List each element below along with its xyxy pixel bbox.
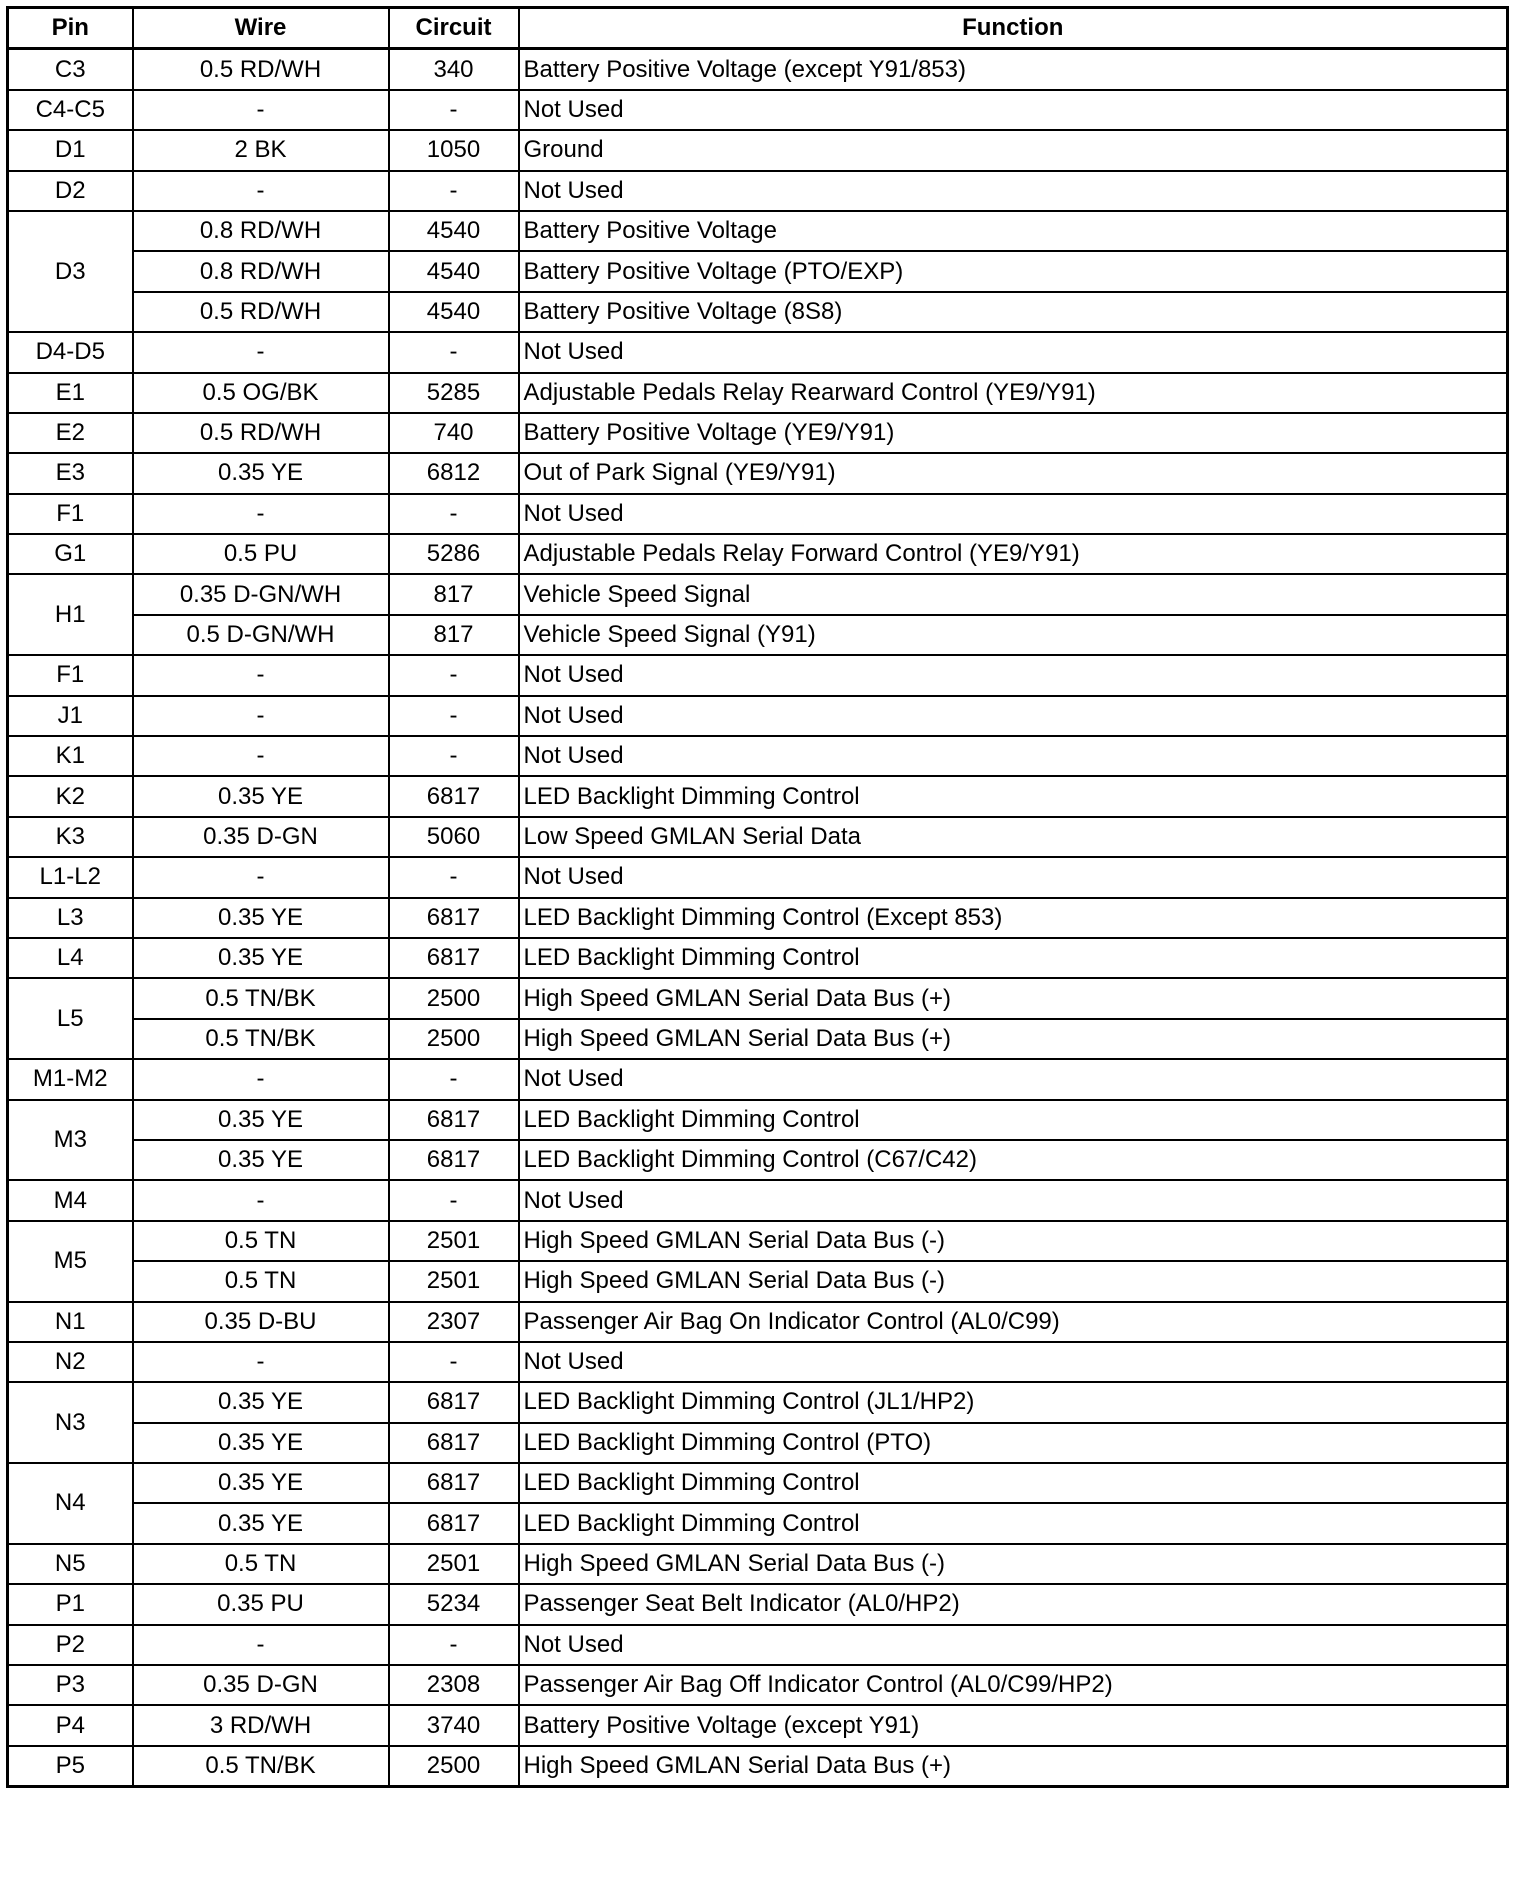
pin-cell: E3 xyxy=(8,453,133,493)
table-row xyxy=(8,1382,1508,1422)
wire-cell: 0.5 PU xyxy=(133,534,389,574)
pin-cell: M3 xyxy=(8,1100,133,1181)
function-cell: Passenger Air Bag On Indicator Control (AL0/C99) xyxy=(519,1302,1508,1342)
pin-cell: N4 xyxy=(8,1463,133,1544)
table-row xyxy=(8,898,1508,938)
circuit-cell: - xyxy=(389,655,519,695)
table-row xyxy=(8,1059,1508,1099)
pin-cell: L4 xyxy=(8,938,133,978)
wire-cell: - xyxy=(133,494,389,534)
table-row xyxy=(8,1544,1508,1584)
pin-cell: M5 xyxy=(8,1221,133,1302)
table-row xyxy=(8,1342,1508,1382)
circuit-cell: 817 xyxy=(389,615,519,655)
circuit-cell: - xyxy=(389,696,519,736)
function-cell: Battery Positive Voltage (except Y91) xyxy=(519,1705,1508,1745)
function-cell: Adjustable Pedals Relay Forward Control (YE9/Y91) xyxy=(519,534,1508,574)
pin-cell: H1 xyxy=(8,574,133,655)
table-row xyxy=(8,938,1508,978)
pin-cell: G1 xyxy=(8,534,133,574)
function-cell: LED Backlight Dimming Control xyxy=(519,1463,1508,1503)
pin-cell: M4 xyxy=(8,1180,133,1220)
function-cell: High Speed GMLAN Serial Data Bus (-) xyxy=(519,1544,1508,1584)
wire-cell: 0.35 D-BU xyxy=(133,1302,389,1342)
pin-cell: E2 xyxy=(8,413,133,453)
function-cell: LED Backlight Dimming Control xyxy=(519,776,1508,816)
circuit-cell: - xyxy=(389,332,519,372)
table-row xyxy=(8,1625,1508,1665)
table-row xyxy=(8,453,1508,493)
pin-cell: P5 xyxy=(8,1746,133,1787)
pin-cell: D3 xyxy=(8,211,133,332)
pin-cell: M1-M2 xyxy=(8,1059,133,1099)
table-row xyxy=(8,332,1508,372)
table-row xyxy=(8,574,1508,614)
function-cell: Battery Positive Voltage (YE9/Y91) xyxy=(519,413,1508,453)
function-cell: Not Used xyxy=(519,494,1508,534)
function-cell: Not Used xyxy=(519,1625,1508,1665)
table-row xyxy=(8,978,1508,1018)
circuit-cell: 5285 xyxy=(389,373,519,413)
circuit-cell: 6817 xyxy=(389,938,519,978)
wire-cell: 0.5 OG/BK xyxy=(133,373,389,413)
function-cell: Passenger Seat Belt Indicator (AL0/HP2) xyxy=(519,1584,1508,1624)
table-row xyxy=(8,1221,1508,1261)
table-row xyxy=(8,1503,1508,1543)
wire-cell: 0.5 TN/BK xyxy=(133,1019,389,1059)
wire-cell: - xyxy=(133,171,389,211)
table-body xyxy=(8,49,1508,1787)
pin-cell: F1 xyxy=(8,655,133,695)
table-row xyxy=(8,90,1508,130)
function-cell: Not Used xyxy=(519,171,1508,211)
function-cell: High Speed GMLAN Serial Data Bus (-) xyxy=(519,1261,1508,1301)
pin-cell: K1 xyxy=(8,736,133,776)
pin-cell: P2 xyxy=(8,1625,133,1665)
circuit-cell: 2307 xyxy=(389,1302,519,1342)
table-row xyxy=(8,251,1508,291)
circuit-cell: - xyxy=(389,1059,519,1099)
circuit-cell: - xyxy=(389,1342,519,1382)
circuit-cell: 6817 xyxy=(389,1100,519,1140)
circuit-cell: 2500 xyxy=(389,978,519,1018)
pin-cell: N3 xyxy=(8,1382,133,1463)
function-cell: LED Backlight Dimming Control xyxy=(519,1503,1508,1543)
wire-cell: 0.5 TN/BK xyxy=(133,1746,389,1787)
pin-cell: J1 xyxy=(8,696,133,736)
circuit-cell: - xyxy=(389,494,519,534)
function-cell: Not Used xyxy=(519,1059,1508,1099)
function-cell: Not Used xyxy=(519,655,1508,695)
wire-cell: 0.5 TN xyxy=(133,1544,389,1584)
wire-cell: 2 BK xyxy=(133,130,389,170)
circuit-cell: 2501 xyxy=(389,1544,519,1584)
circuit-cell: 2500 xyxy=(389,1019,519,1059)
wire-cell: 0.8 RD/WH xyxy=(133,251,389,291)
function-cell: Adjustable Pedals Relay Rearward Control (YE9/Y91) xyxy=(519,373,1508,413)
table-row xyxy=(8,211,1508,251)
circuit-cell: 340 xyxy=(389,49,519,90)
table-row xyxy=(8,1019,1508,1059)
wire-cell: 0.35 YE xyxy=(133,1423,389,1463)
circuit-cell: - xyxy=(389,1625,519,1665)
wire-cell: - xyxy=(133,655,389,695)
function-cell: High Speed GMLAN Serial Data Bus (+) xyxy=(519,1746,1508,1787)
table-row xyxy=(8,776,1508,816)
table-row xyxy=(8,292,1508,332)
wire-cell: 0.5 D-GN/WH xyxy=(133,615,389,655)
circuit-cell: 2500 xyxy=(389,1746,519,1787)
table-row xyxy=(8,696,1508,736)
circuit-cell: 2308 xyxy=(389,1665,519,1705)
function-cell: LED Backlight Dimming Control (Except 853) xyxy=(519,898,1508,938)
table-row xyxy=(8,494,1508,534)
function-cell: Battery Positive Voltage (PTO/EXP) xyxy=(519,251,1508,291)
table-row xyxy=(8,857,1508,897)
table-row xyxy=(8,1746,1508,1787)
pin-cell: K3 xyxy=(8,817,133,857)
function-cell: Battery Positive Voltage xyxy=(519,211,1508,251)
function-cell: High Speed GMLAN Serial Data Bus (+) xyxy=(519,1019,1508,1059)
function-cell: Vehicle Speed Signal xyxy=(519,574,1508,614)
pin-cell: F1 xyxy=(8,494,133,534)
wire-cell: - xyxy=(133,736,389,776)
function-cell: Battery Positive Voltage (8S8) xyxy=(519,292,1508,332)
pin-cell: D2 xyxy=(8,171,133,211)
wire-cell: - xyxy=(133,90,389,130)
wire-cell: 0.35 YE xyxy=(133,1382,389,1422)
pin-cell: N2 xyxy=(8,1342,133,1382)
function-cell: Not Used xyxy=(519,332,1508,372)
pin-cell: P1 xyxy=(8,1584,133,1624)
function-cell: High Speed GMLAN Serial Data Bus (-) xyxy=(519,1221,1508,1261)
function-cell: Out of Park Signal (YE9/Y91) xyxy=(519,453,1508,493)
wire-cell: 0.8 RD/WH xyxy=(133,211,389,251)
table-row xyxy=(8,1463,1508,1503)
pinout-table xyxy=(6,6,1509,1788)
pin-cell: N1 xyxy=(8,1302,133,1342)
wire-cell: 0.35 YE xyxy=(133,1100,389,1140)
circuit-cell: 6817 xyxy=(389,1140,519,1180)
circuit-cell: 2501 xyxy=(389,1261,519,1301)
circuit-cell: 6817 xyxy=(389,776,519,816)
circuit-cell: - xyxy=(389,90,519,130)
pin-cell: P4 xyxy=(8,1705,133,1745)
table-row xyxy=(8,1423,1508,1463)
wire-cell: - xyxy=(133,857,389,897)
table-row xyxy=(8,817,1508,857)
table-row xyxy=(8,1665,1508,1705)
table-row xyxy=(8,49,1508,90)
table-row xyxy=(8,615,1508,655)
circuit-cell: - xyxy=(389,857,519,897)
function-cell: Not Used xyxy=(519,696,1508,736)
table-row xyxy=(8,413,1508,453)
table-row xyxy=(8,373,1508,413)
wire-cell: 0.5 TN xyxy=(133,1221,389,1261)
wire-cell: 0.35 D-GN xyxy=(133,817,389,857)
wire-cell: - xyxy=(133,1180,389,1220)
circuit-cell: 6817 xyxy=(389,1503,519,1543)
wire-cell: 0.35 YE xyxy=(133,1140,389,1180)
header-pin: Pin xyxy=(8,8,133,49)
table-row xyxy=(8,736,1508,776)
wire-cell: - xyxy=(133,332,389,372)
function-cell: Not Used xyxy=(519,1180,1508,1220)
circuit-cell: 2501 xyxy=(389,1221,519,1261)
circuit-cell: 740 xyxy=(389,413,519,453)
function-cell: LED Backlight Dimming Control (PTO) xyxy=(519,1423,1508,1463)
function-cell: Ground xyxy=(519,130,1508,170)
wire-cell: - xyxy=(133,696,389,736)
circuit-cell: - xyxy=(389,1180,519,1220)
table-row xyxy=(8,1261,1508,1301)
pin-cell: L1-L2 xyxy=(8,857,133,897)
wire-cell: 0.35 YE xyxy=(133,776,389,816)
wire-cell: 3 RD/WH xyxy=(133,1705,389,1745)
circuit-cell: 6817 xyxy=(389,1463,519,1503)
function-cell: LED Backlight Dimming Control (JL1/HP2) xyxy=(519,1382,1508,1422)
wire-cell: - xyxy=(133,1059,389,1099)
wire-cell: 0.5 RD/WH xyxy=(133,413,389,453)
circuit-cell: 3740 xyxy=(389,1705,519,1745)
circuit-cell: 6817 xyxy=(389,1382,519,1422)
header-function: Function xyxy=(519,8,1508,49)
table-row xyxy=(8,534,1508,574)
table-row xyxy=(8,1100,1508,1140)
circuit-cell: 5234 xyxy=(389,1584,519,1624)
circuit-cell: 4540 xyxy=(389,251,519,291)
circuit-cell: 4540 xyxy=(389,211,519,251)
table-row xyxy=(8,1180,1508,1220)
table-row xyxy=(8,1140,1508,1180)
pin-cell: N5 xyxy=(8,1544,133,1584)
function-cell: Passenger Air Bag Off Indicator Control (AL0/C99/HP2) xyxy=(519,1665,1508,1705)
wire-cell: - xyxy=(133,1342,389,1382)
function-cell: LED Backlight Dimming Control xyxy=(519,938,1508,978)
header-row xyxy=(8,8,1508,49)
wire-cell: 0.35 YE xyxy=(133,1463,389,1503)
wire-cell: 0.35 YE xyxy=(133,938,389,978)
pin-cell: D4-D5 xyxy=(8,332,133,372)
table-row xyxy=(8,130,1508,170)
function-cell: Battery Positive Voltage (except Y91/853) xyxy=(519,49,1508,90)
circuit-cell: 6812 xyxy=(389,453,519,493)
wire-cell: 0.5 TN/BK xyxy=(133,978,389,1018)
circuit-cell: 6817 xyxy=(389,1423,519,1463)
function-cell: High Speed GMLAN Serial Data Bus (+) xyxy=(519,978,1508,1018)
table-row xyxy=(8,655,1508,695)
wire-cell: 0.35 D-GN xyxy=(133,1665,389,1705)
circuit-cell: 5286 xyxy=(389,534,519,574)
function-cell: Vehicle Speed Signal (Y91) xyxy=(519,615,1508,655)
circuit-cell: 4540 xyxy=(389,292,519,332)
pin-cell: D1 xyxy=(8,130,133,170)
table-row xyxy=(8,1302,1508,1342)
header-circuit: Circuit xyxy=(389,8,519,49)
function-cell: LED Backlight Dimming Control (C67/C42) xyxy=(519,1140,1508,1180)
table-row xyxy=(8,1705,1508,1745)
wire-cell: 0.35 D-GN/WH xyxy=(133,574,389,614)
wire-cell: 0.35 YE xyxy=(133,1503,389,1543)
pin-cell: C3 xyxy=(8,49,133,90)
table-row xyxy=(8,171,1508,211)
pin-cell: P3 xyxy=(8,1665,133,1705)
function-cell: Not Used xyxy=(519,90,1508,130)
pin-cell: E1 xyxy=(8,373,133,413)
pin-cell: L3 xyxy=(8,898,133,938)
circuit-cell: 817 xyxy=(389,574,519,614)
circuit-cell: - xyxy=(389,736,519,776)
wire-cell: 0.5 TN xyxy=(133,1261,389,1301)
header-wire: Wire xyxy=(133,8,389,49)
table-row xyxy=(8,1584,1508,1624)
wire-cell: - xyxy=(133,1625,389,1665)
wire-cell: 0.5 RD/WH xyxy=(133,292,389,332)
circuit-cell: 1050 xyxy=(389,130,519,170)
function-cell: Not Used xyxy=(519,736,1508,776)
function-cell: Low Speed GMLAN Serial Data xyxy=(519,817,1508,857)
circuit-cell: - xyxy=(389,171,519,211)
function-cell: Not Used xyxy=(519,857,1508,897)
function-cell: Not Used xyxy=(519,1342,1508,1382)
pin-cell: K2 xyxy=(8,776,133,816)
pin-cell: C4-C5 xyxy=(8,90,133,130)
wire-cell: 0.35 YE xyxy=(133,453,389,493)
wire-cell: 0.35 PU xyxy=(133,1584,389,1624)
wire-cell: 0.5 RD/WH xyxy=(133,49,389,90)
circuit-cell: 5060 xyxy=(389,817,519,857)
circuit-cell: 6817 xyxy=(389,898,519,938)
function-cell: LED Backlight Dimming Control xyxy=(519,1100,1508,1140)
pin-cell: L5 xyxy=(8,978,133,1059)
wire-cell: 0.35 YE xyxy=(133,898,389,938)
